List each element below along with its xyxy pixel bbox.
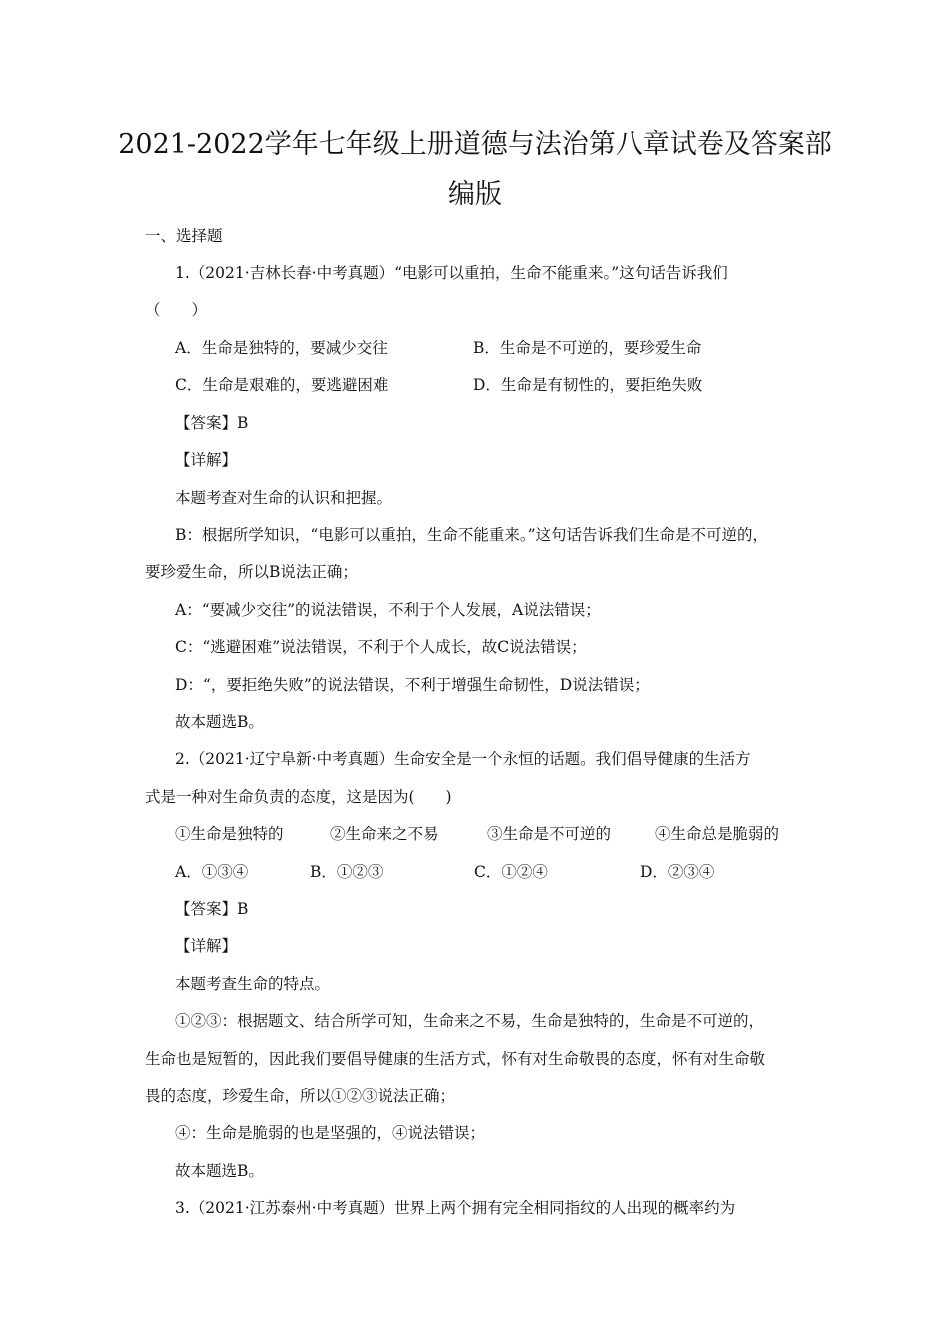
q2-option-d: D．②③④ xyxy=(640,863,715,881)
q2-statement-2: ②生命来之不易 xyxy=(330,825,439,843)
q1-option-d: D．生命是有韧性的，要拒绝失败 xyxy=(473,376,703,394)
q1-stem-line1: 1.（2021·吉林长春·中考真题）“电影可以重拍，生命不能重来。”这句话告诉我们 xyxy=(175,264,728,282)
q1-option-b: B．生命是不可逆的，要珍爱生命 xyxy=(473,339,702,357)
document-title-line1: 2021-2022学年七年级上册道德与法治第八章试卷及答案部 xyxy=(118,129,832,160)
q2-explanation-line1: 本题考查生命的特点。 xyxy=(175,975,331,993)
q2-explanation-line5: ④：生命是脆弱的也是坚强的，④说法错误； xyxy=(175,1124,486,1142)
q2-option-c: C．①②④ xyxy=(474,863,548,881)
q1-explanation-line7: 故本题选B。 xyxy=(175,713,264,731)
q2-stem-line1: 2.（2021·辽宁阜新·中考真题）生命安全是一个永恒的话题。我们倡导健康的生活方 xyxy=(175,750,751,768)
q1-explanation-line2: B：根据所学知识，“电影可以重拍，生命不能重来。”这句话告诉我们生命是不可逆的， xyxy=(175,526,768,544)
q2-option-a: A．①③④ xyxy=(175,863,249,881)
q2-explanation-line2: ①②③：根据题文、结合所学可知，生命来之不易，生命是独特的，生命是不可逆的， xyxy=(175,1012,765,1030)
q2-answer: 【答案】B xyxy=(175,900,249,918)
q1-option-a: A．生命是独特的，要减少交往 xyxy=(175,339,388,357)
q2-statement-1: ①生命是独特的 xyxy=(175,825,284,843)
q2-explanation-line6: 故本题选B。 xyxy=(175,1162,264,1180)
q1-explanation-line5: C：“逃避困难”说法错误，不利于个人成长，故C说法错误； xyxy=(175,638,587,656)
q1-answer: 【答案】B xyxy=(175,414,249,432)
document-title-line2: 编版 xyxy=(448,179,502,210)
q1-explanation-line3: 要珍爱生命，所以B说法正确； xyxy=(145,563,358,581)
section-heading: 一、选择题 xyxy=(145,227,223,245)
q2-statement-3: ③生命是不可逆的 xyxy=(487,825,612,843)
q1-stem-line2: （ ） xyxy=(145,301,208,319)
q2-stem-line2: 式是一种对生命负责的态度，这是因为( ) xyxy=(145,788,452,806)
q1-option-c: C．生命是艰难的，要逃避困难 xyxy=(175,376,389,394)
q1-detail-heading: 【详解】 xyxy=(175,451,238,469)
q2-detail-heading: 【详解】 xyxy=(175,937,238,955)
q1-explanation-line1: 本题考查对生命的认识和把握。 xyxy=(175,489,393,507)
q1-explanation-line6: D：“，要拒绝失败”的说法错误，不利于增强生命韧性，D说法错误； xyxy=(175,676,650,694)
q2-explanation-line3: 生命也是短暂的，因此我们要倡导健康的生活方式，怀有对生命敬畏的态度，怀有对生命敬 xyxy=(145,1050,766,1068)
q2-option-b: B．①②③ xyxy=(310,863,384,881)
q3-stem-line1: 3.（2021·江苏泰州·中考真题）世界上两个拥有完全相同指纹的人出现的概率约为 xyxy=(175,1199,736,1217)
q2-explanation-line4: 畏的态度，珍爱生命，所以①②③说法正确； xyxy=(145,1087,456,1105)
q1-explanation-line4: A：“要减少交往”的说法错误，不利于个人发展，A说法错误； xyxy=(175,601,601,619)
q2-statement-4: ④生命总是脆弱的 xyxy=(655,825,780,843)
